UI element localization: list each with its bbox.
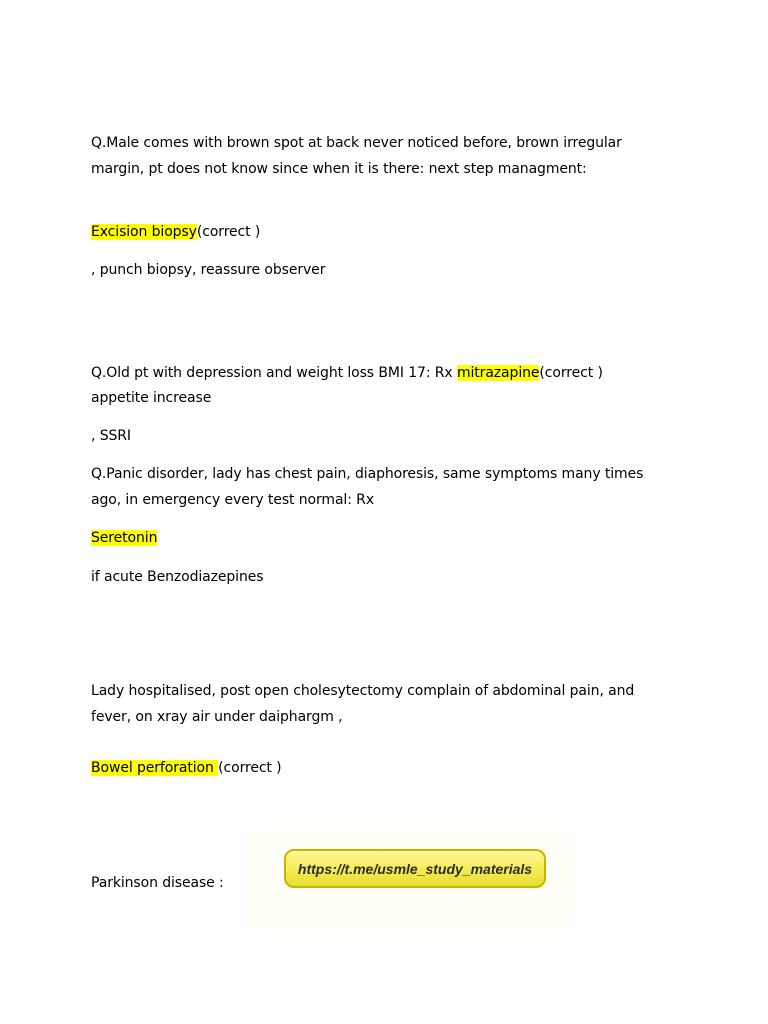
q3-answer [91, 529, 157, 547]
q2-answer-suffix: (correct ) [539, 365, 603, 381]
q4-answer-suffix: (correct ) [218, 760, 282, 776]
q1-text-line-1: Q.Male comes with brown spot at back never noticed before, brown irregular [91, 135, 622, 151]
q4-text-line-2: fever, on xray air under daiphargm , [91, 709, 343, 725]
q2-text-line-2: appetite increase [91, 390, 212, 406]
q3-text-line-2: ago, in emergency every test normal: Rx [91, 492, 374, 508]
q2-answer-highlight: mitrazapine [456, 365, 540, 381]
telegram-link-button[interactable]: https://t.me/usmle_study_materials [284, 849, 546, 888]
q1-text-line-2: margin, pt does not know since when it is there: next step managment: [91, 161, 587, 177]
q2-text-line-1 [91, 364, 603, 382]
q5-label: Parkinson disease : [91, 875, 224, 891]
q1-answer-suffix: (correct ) [196, 224, 261, 240]
q4-answer [91, 759, 282, 777]
q3-note: if acute Benzodiazepines [91, 569, 264, 585]
q1-answer [91, 223, 260, 241]
q4-text-line-1: Lady hospitalised, post open cholesytectomy complain of abdominal pain, and [91, 683, 635, 699]
q2-other-options: , SSRI [91, 428, 131, 444]
q4-answer-highlight: Bowel perforation [91, 760, 219, 776]
q3-answer-highlight: Seretonin [91, 530, 158, 546]
q2-text-prefix: Q.Old pt with depression and weight loss BMI 17: Rx [91, 365, 457, 381]
q1-answer-highlight: Excision biopsy [91, 224, 197, 240]
q1-other-options: , punch biopsy, reassure observer [91, 262, 326, 278]
q3-text-line-1: Q.Panic disorder, lady has chest pain, diaphoresis, same symptoms many times [91, 466, 644, 482]
